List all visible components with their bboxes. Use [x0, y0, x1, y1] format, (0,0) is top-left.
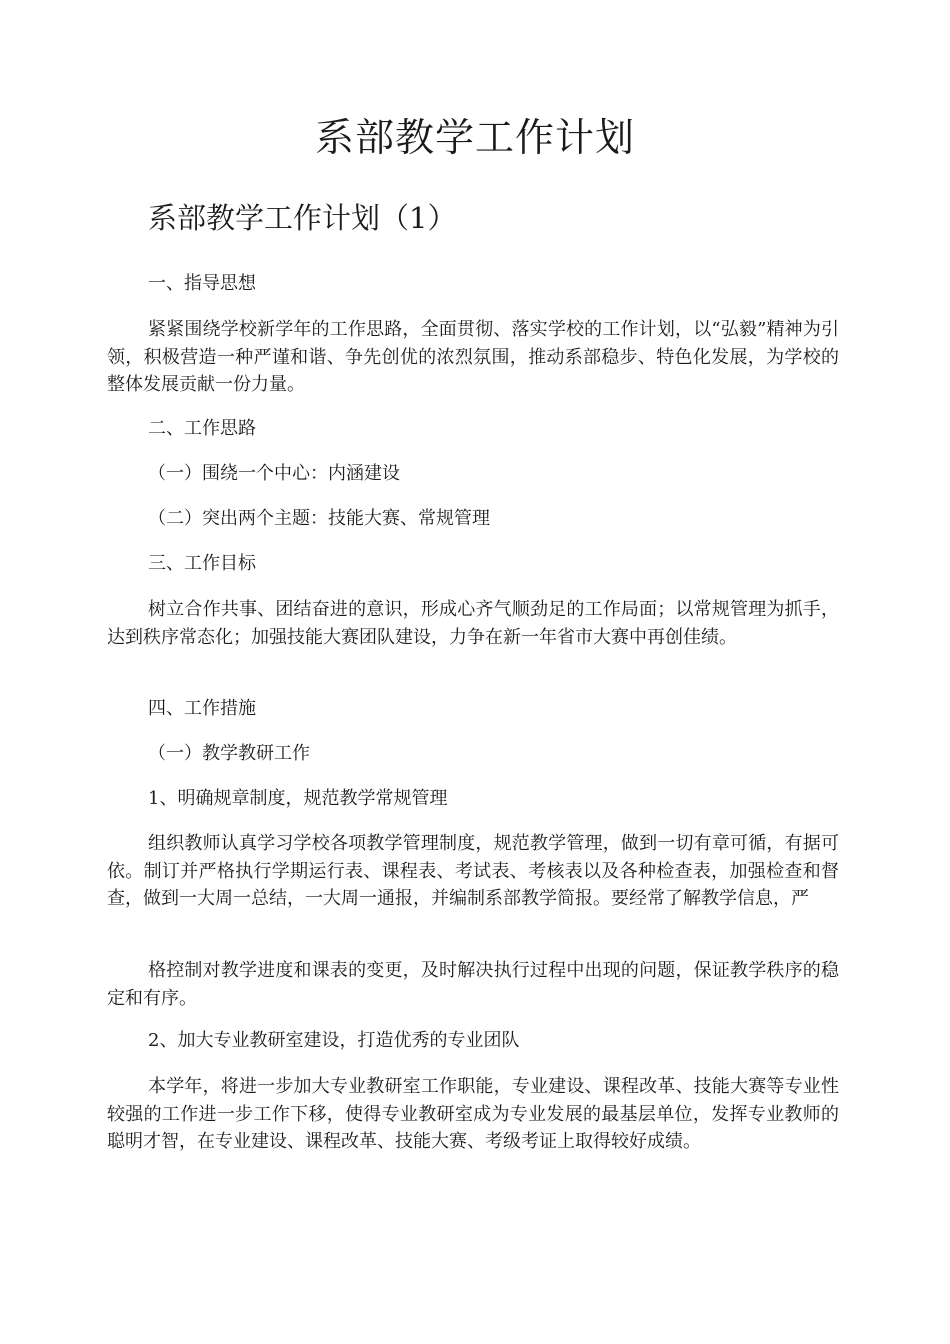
- item-research-office: 2、加大专业教研室建设，打造优秀的专业团队: [148, 1030, 520, 1051]
- item-regulations: 1、明确规章制度，规范教学常规管理: [148, 788, 448, 809]
- section-title: 系部教学工作计划（1）: [148, 201, 457, 235]
- paragraph-regulations-continued: 格控制对教学进度和课表的变更，及时解决执行过程中出现的问题，保证教学秩序的稳定和有序。: [107, 960, 839, 1009]
- heading-guiding-ideology: 一、指导思想: [148, 273, 256, 294]
- paragraph-guiding-ideology: 紧紧围绕学校新学年的工作思路，全面贯彻、落实学校的工作计划，以“弘毅”精神为引领，积极营造一种严谨和谐、争先创优的浓烈氛围，推动系部稳步、特色化发展，为学校的整体发展贡献一份力量。: [107, 319, 839, 395]
- heading-work-approach: 二、工作思路: [148, 418, 256, 439]
- document-title: 系部教学工作计划: [314, 116, 635, 161]
- paragraph-regulations: 组织教师认真学习学校各项教学管理制度，规范教学管理，做到一切有章可循，有据可依。制订并严格执行学期运行表、课程表、考试表、考核表以及各种检查表，加强检查和督查，做到一大周一总结，一大周一通报，并编制系部教学简报。要经常了解教学信息，严: [107, 833, 839, 909]
- paragraph-work-goals: 树立合作共事、团结奋进的意识，形成心齐气顺劲足的工作局面；以常规管理为抓手，达到秩序常态化；加强技能大赛团队建设，力争在新一年省市大赛中再创佳绩。: [107, 599, 839, 648]
- subheading-teaching-research: （一）教学教研工作: [148, 743, 310, 764]
- heading-work-goals: 三、工作目标: [148, 553, 256, 574]
- item-two-themes: （二）突出两个主题：技能大赛、常规管理: [148, 508, 490, 529]
- heading-work-measures: 四、工作措施: [148, 698, 256, 719]
- paragraph-research-office: 本学年，将进一步加大专业教研室工作职能，专业建设、课程改革、技能大赛等专业性较强的工作进一步工作下移，使得专业教研室成为专业发展的最基层单位，发挥专业教师的聪明才智，在专业建设、课程改革、技能大赛、考级考证上取得较好成绩。: [107, 1076, 839, 1152]
- item-one-center: （一）围绕一个中心：内涵建设: [148, 463, 400, 484]
